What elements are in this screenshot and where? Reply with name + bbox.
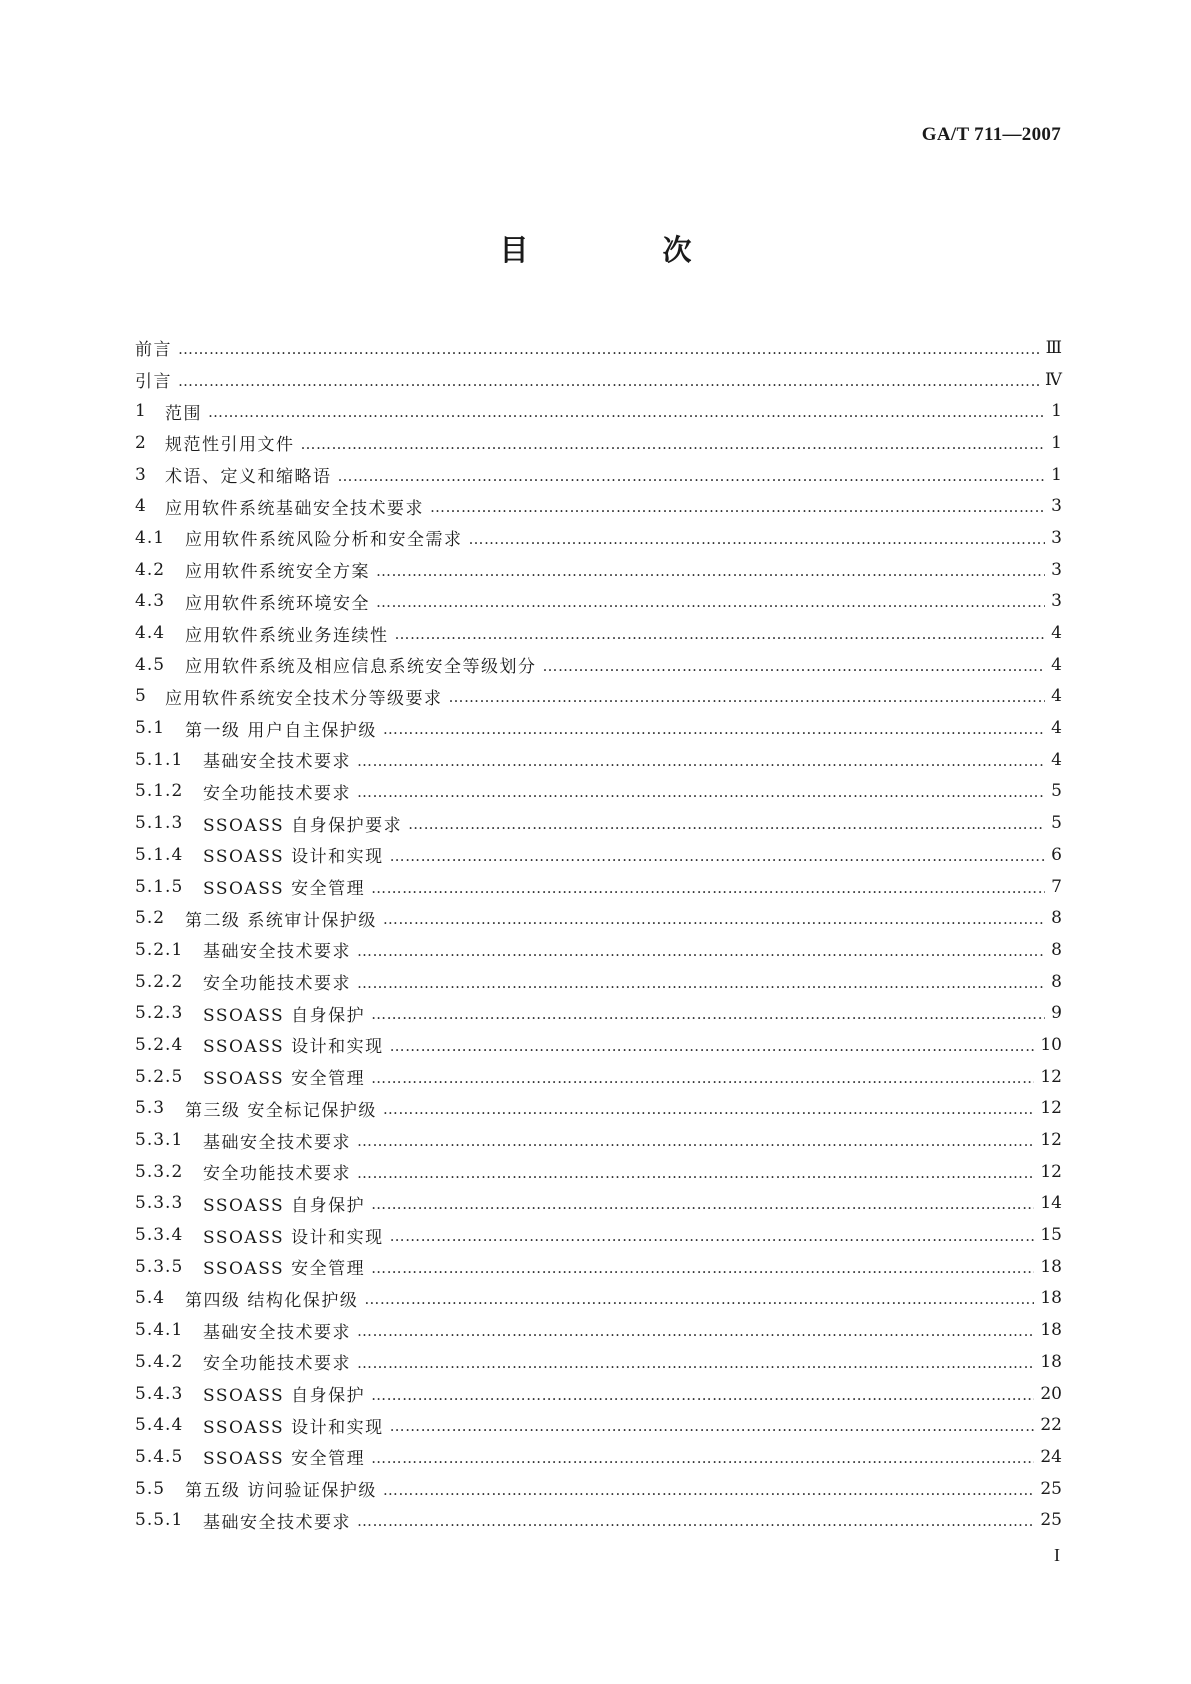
toc-leader-dots <box>371 1005 1045 1023</box>
toc-entry-label: SSOASS 安全管理 <box>203 1449 366 1470</box>
toc-leader-dots <box>383 1481 1034 1499</box>
toc-entry[interactable] <box>135 744 1062 776</box>
toc-entry-number: 4.2 <box>135 559 166 580</box>
toc-entry[interactable] <box>135 1219 1062 1251</box>
toc-leader-dots <box>395 625 1046 643</box>
toc-entry-number: 5.1 <box>135 718 166 739</box>
toc-entry-page: 1 <box>1051 432 1062 453</box>
toc-entry-number: 5.3.3 <box>135 1193 184 1214</box>
toc-entry-page: 4 <box>1051 654 1062 675</box>
table-of-contents <box>135 332 1062 1536</box>
toc-entry[interactable] <box>135 934 1062 966</box>
toc-leader-dots <box>357 783 1045 801</box>
toc-entry-number: 1 <box>135 401 147 422</box>
toc-entry-page: 22 <box>1040 1415 1062 1436</box>
toc-leader-dots <box>390 1417 1035 1435</box>
toc-leader-dots <box>383 720 1045 738</box>
toc-entry-label: 应用软件系统基础安全技术要求 <box>165 498 424 519</box>
toc-entry[interactable] <box>135 617 1062 649</box>
toc-entry-label: SSOASS 设计和实现 <box>203 1037 384 1058</box>
toc-entry[interactable] <box>135 1251 1062 1283</box>
toc-leader-dots <box>390 1037 1035 1055</box>
standard-code: GA/T 711—2007 <box>921 124 1061 145</box>
toc-leader-dots <box>357 1132 1034 1150</box>
toc-leader-dots <box>357 1164 1034 1182</box>
toc-leader-dots <box>449 688 1046 706</box>
toc-entry-number: 4.4 <box>135 623 166 644</box>
toc-entry-page: 4 <box>1051 718 1062 739</box>
toc-entry-label: 基础安全技术要求 <box>203 1512 351 1533</box>
toc-entry-page: 9 <box>1051 1003 1062 1024</box>
toc-entry-number: 5.4 <box>135 1288 166 1309</box>
toc-entry[interactable] <box>135 1504 1062 1536</box>
toc-entry-label: 应用软件系统安全方案 <box>185 562 370 583</box>
toc-entry-number: 5.1.4 <box>135 844 184 865</box>
toc-entry-page: 25 <box>1040 1478 1062 1499</box>
toc-leader-dots <box>357 1354 1034 1372</box>
toc-entry-label: 第三级 安全标记保护级 <box>185 1100 377 1121</box>
toc-entry-label: SSOASS 设计和实现 <box>203 1417 384 1438</box>
toc-entry-number: 5.5.1 <box>135 1510 184 1531</box>
toc-entry[interactable] <box>135 459 1062 491</box>
toc-leader-dots <box>383 1100 1034 1118</box>
toc-entry-page: Ⅳ <box>1045 369 1062 390</box>
toc-entry-number: 4 <box>135 496 147 517</box>
toc-entry[interactable] <box>135 1473 1062 1505</box>
toc-entry-page: 25 <box>1040 1510 1062 1531</box>
toc-entry-label: SSOASS 自身保护 <box>203 1195 366 1216</box>
toc-entry-number: 5.2.5 <box>135 1066 184 1087</box>
toc-entry-page: 18 <box>1040 1256 1062 1277</box>
toc-entry-number: 4.5 <box>135 654 166 675</box>
toc-entry[interactable] <box>135 1061 1062 1093</box>
toc-entry-label: 安全功能技术要求 <box>203 974 351 995</box>
toc-entry-page: 4 <box>1051 623 1062 644</box>
toc-entry[interactable] <box>135 490 1062 522</box>
toc-leader-dots <box>371 1069 1034 1087</box>
toc-leader-dots <box>430 498 1045 516</box>
toc-entry-number: 3 <box>135 464 147 485</box>
toc-entry-label: 应用软件系统业务连续性 <box>185 625 389 646</box>
toc-entry[interactable] <box>135 395 1062 427</box>
toc-entry-number: 5.1.5 <box>135 876 184 897</box>
toc-entry-number: 5.1.3 <box>135 813 184 834</box>
toc-entry-label: 安全功能技术要求 <box>203 1164 351 1185</box>
toc-entry-number: 5 <box>135 686 147 707</box>
toc-entry-page: 12 <box>1040 1161 1062 1182</box>
toc-entry-label: SSOASS 自身保护 <box>203 1005 366 1026</box>
toc-entry-page: 1 <box>1051 401 1062 422</box>
toc-entry-page: 6 <box>1051 844 1062 865</box>
toc-entry[interactable] <box>135 364 1062 396</box>
toc-entry-page: 3 <box>1051 559 1062 580</box>
toc-entry[interactable] <box>135 1378 1062 1410</box>
toc-entry-label: 应用软件系统及相应信息系统安全等级划分 <box>185 657 537 678</box>
toc-entry-number: 5.5 <box>135 1478 166 1499</box>
toc-entry-label: 安全功能技术要求 <box>203 1354 351 1375</box>
toc-entry-label: 应用软件系统安全技术分等级要求 <box>165 688 443 709</box>
toc-entry[interactable] <box>135 681 1062 713</box>
toc-leader-dots <box>469 530 1046 548</box>
toc-entry-page: 24 <box>1040 1446 1062 1467</box>
toc-entry-label: 应用软件系统环境安全 <box>185 593 370 614</box>
toc-entry-number: 5.4.5 <box>135 1446 184 1467</box>
toc-entry-page: 12 <box>1040 1098 1062 1119</box>
toc-entry-label: SSOASS 设计和实现 <box>203 847 384 868</box>
toc-entry-page: 3 <box>1051 496 1062 517</box>
toc-entry-number: 5.2 <box>135 908 166 929</box>
page-number: I <box>1054 1545 1060 1565</box>
toc-entry[interactable] <box>135 1314 1062 1346</box>
toc-entry-page: 3 <box>1051 527 1062 548</box>
toc-entry-page: Ⅲ <box>1045 337 1062 358</box>
toc-leader-dots <box>357 1322 1034 1340</box>
toc-entry[interactable] <box>135 1093 1062 1125</box>
toc-entry-label: 基础安全技术要求 <box>203 1132 351 1153</box>
toc-leader-dots <box>301 435 1046 453</box>
toc-entry-label: 第四级 结构化保护级 <box>185 1290 359 1311</box>
toc-entry[interactable] <box>135 586 1062 618</box>
toc-leader-dots <box>408 815 1045 833</box>
toc-leader-dots <box>357 942 1045 960</box>
toc-leader-dots <box>376 562 1045 580</box>
toc-entry-label: 第五级 访问验证保护级 <box>185 1481 377 1502</box>
toc-entry-label: SSOASS 自身保护要求 <box>203 815 403 836</box>
toc-leader-dots <box>357 752 1045 770</box>
toc-entry-label: SSOASS 设计和实现 <box>203 1227 384 1248</box>
toc-entry-number: 4.1 <box>135 527 166 548</box>
toc-entry-number: 5.4.2 <box>135 1351 184 1372</box>
toc-leader-dots <box>338 467 1046 485</box>
toc-entry-number: 2 <box>135 432 147 453</box>
toc-entry[interactable] <box>135 1283 1062 1315</box>
toc-entry-number: 4.3 <box>135 591 166 612</box>
toc-entry[interactable] <box>135 332 1062 364</box>
toc-entry[interactable] <box>135 1441 1062 1473</box>
toc-entry-label: SSOASS 安全管理 <box>203 1259 366 1280</box>
toc-entry-page: 15 <box>1040 1225 1062 1246</box>
toc-entry[interactable] <box>135 1029 1062 1061</box>
toc-leader-dots <box>357 1512 1034 1530</box>
toc-entry-page: 8 <box>1051 908 1062 929</box>
toc-entry[interactable] <box>135 1409 1062 1441</box>
toc-entry[interactable] <box>135 807 1062 839</box>
toc-entry-page: 7 <box>1051 876 1062 897</box>
toc-entry[interactable] <box>135 1156 1062 1188</box>
toc-entry-page: 18 <box>1040 1351 1062 1372</box>
toc-leader-dots <box>543 657 1046 675</box>
toc-entry-page: 8 <box>1051 939 1062 960</box>
toc-entry-page: 14 <box>1040 1193 1062 1214</box>
toc-entry-label: SSOASS 安全管理 <box>203 879 366 900</box>
toc-entry[interactable] <box>135 839 1062 871</box>
toc-entry-page: 10 <box>1040 1034 1062 1055</box>
toc-entry[interactable] <box>135 1124 1062 1156</box>
toc-leader-dots <box>390 847 1046 865</box>
toc-leader-dots <box>371 1259 1034 1277</box>
toc-leader-dots <box>371 1386 1034 1404</box>
toc-entry-page: 1 <box>1051 464 1062 485</box>
toc-leader-dots <box>376 593 1045 611</box>
toc-entry-label: 前言 <box>135 340 172 361</box>
toc-entry-page: 12 <box>1040 1066 1062 1087</box>
toc-entry-number: 5.2.2 <box>135 971 184 992</box>
toc-entry-number: 5.3.1 <box>135 1130 184 1151</box>
toc-entry-page: 8 <box>1051 971 1062 992</box>
toc-entry-page: 4 <box>1051 749 1062 770</box>
toc-entry-page: 4 <box>1051 686 1062 707</box>
toc-entry[interactable] <box>135 427 1062 459</box>
toc-entry[interactable] <box>135 776 1062 808</box>
toc-leader-dots <box>371 1195 1034 1213</box>
toc-entry-number: 5.2.4 <box>135 1034 184 1055</box>
toc-entry[interactable] <box>135 902 1062 934</box>
toc-entry-number: 5.4.3 <box>135 1383 184 1404</box>
toc-leader-dots <box>364 1290 1034 1308</box>
toc-entry[interactable] <box>135 1346 1062 1378</box>
toc-entry-label: SSOASS 自身保护 <box>203 1386 366 1407</box>
page-title: 目 次 <box>499 233 754 267</box>
toc-entry-label: SSOASS 安全管理 <box>203 1069 366 1090</box>
toc-entry-page: 20 <box>1040 1383 1062 1404</box>
toc-entry-label: 应用软件系统风险分析和安全需求 <box>185 530 463 551</box>
toc-leader-dots <box>357 974 1045 992</box>
toc-entry-number: 5.2.3 <box>135 1003 184 1024</box>
toc-entry-label: 基础安全技术要求 <box>203 1322 351 1343</box>
toc-entry-number: 5.3.2 <box>135 1161 184 1182</box>
toc-entry-number: 5.4.4 <box>135 1415 184 1436</box>
toc-entry-page: 18 <box>1040 1320 1062 1341</box>
toc-leader-dots <box>371 879 1045 897</box>
toc-entry[interactable] <box>135 966 1062 998</box>
toc-entry-page: 18 <box>1040 1288 1062 1309</box>
toc-entry-number: 5.3 <box>135 1098 166 1119</box>
toc-leader-dots <box>208 403 1045 421</box>
toc-entry-page: 5 <box>1051 781 1062 802</box>
toc-entry-label: 基础安全技术要求 <box>203 752 351 773</box>
toc-entry-number: 5.1.2 <box>135 781 184 802</box>
toc-leader-dots <box>383 910 1045 928</box>
toc-entry-page: 3 <box>1051 591 1062 612</box>
toc-entry-label: 范围 <box>165 403 202 424</box>
toc-entry[interactable] <box>135 1188 1062 1220</box>
toc-entry-label: 规范性引用文件 <box>165 435 295 456</box>
toc-entry-number: 5.2.1 <box>135 939 184 960</box>
toc-entry[interactable] <box>135 997 1062 1029</box>
toc-entry-page: 5 <box>1051 813 1062 834</box>
toc-leader-dots <box>178 340 1040 358</box>
toc-entry[interactable] <box>135 522 1062 554</box>
toc-entry-number: 5.4.1 <box>135 1320 184 1341</box>
toc-leader-dots <box>371 1449 1034 1467</box>
toc-entry-number: 5.1.1 <box>135 749 184 770</box>
toc-leader-dots <box>390 1227 1035 1245</box>
toc-entry[interactable] <box>135 554 1062 586</box>
toc-entry[interactable] <box>135 871 1062 903</box>
toc-entry-label: 引言 <box>135 372 172 393</box>
toc-leader-dots <box>178 372 1039 390</box>
toc-entry-label: 第一级 用户自主保护级 <box>185 720 377 741</box>
toc-entry[interactable] <box>135 712 1062 744</box>
toc-entry-number: 5.3.4 <box>135 1225 184 1246</box>
toc-entry-number: 5.3.5 <box>135 1256 184 1277</box>
toc-entry-label: 基础安全技术要求 <box>203 942 351 963</box>
toc-entry-label: 第二级 系统审计保护级 <box>185 910 377 931</box>
toc-entry-label: 术语、定义和缩略语 <box>165 467 332 488</box>
toc-entry[interactable] <box>135 649 1062 681</box>
toc-entry-label: 安全功能技术要求 <box>203 783 351 804</box>
toc-entry-page: 12 <box>1040 1130 1062 1151</box>
